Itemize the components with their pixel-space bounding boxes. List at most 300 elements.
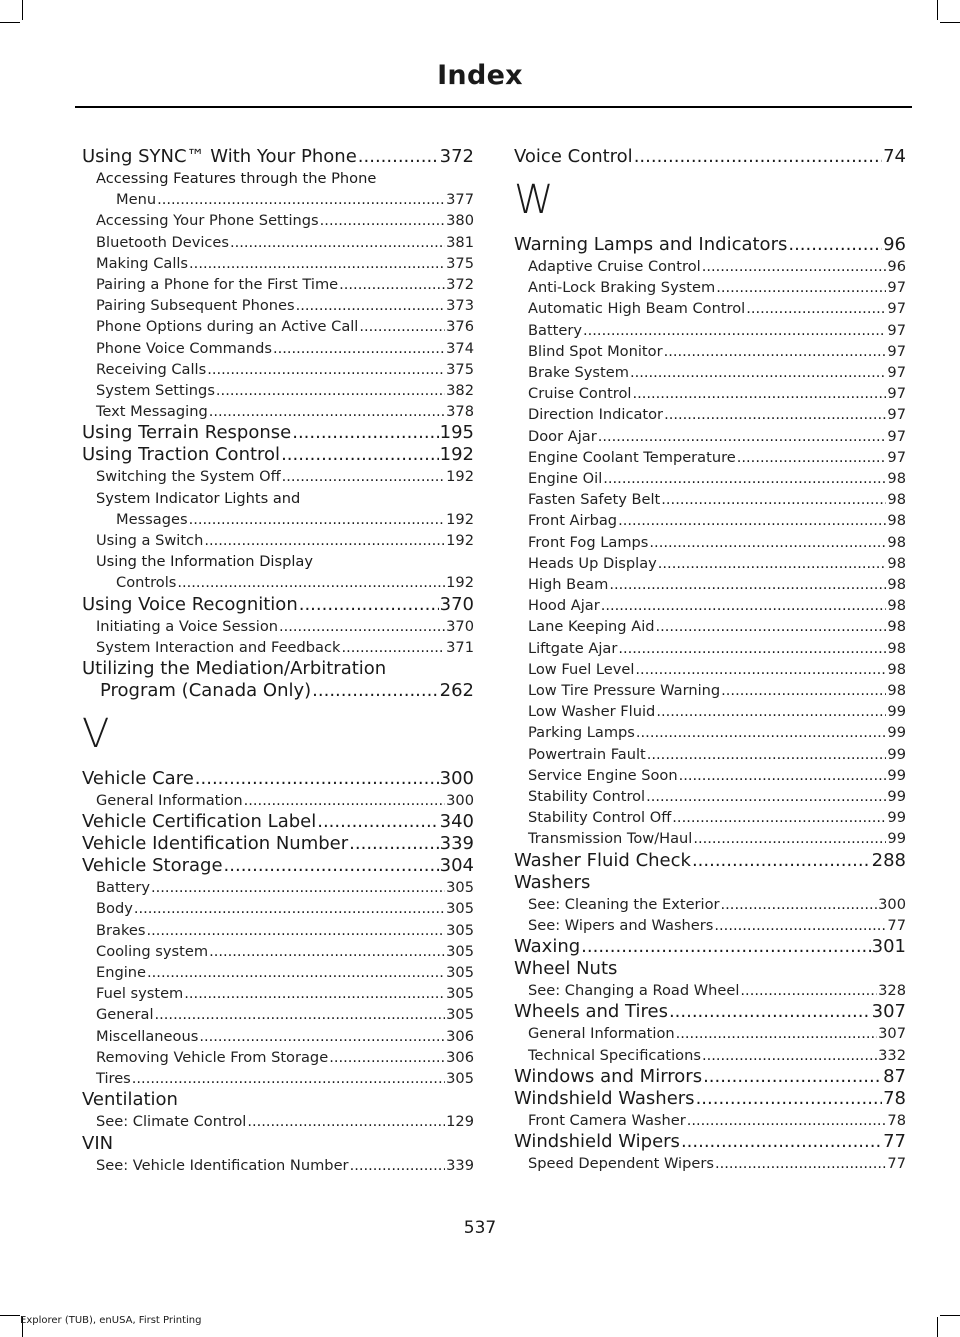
entry-page: 262	[439, 680, 474, 702]
entry-page: 371	[446, 638, 474, 656]
index-subentry	[514, 894, 906, 915]
section-letter: V	[82, 711, 110, 758]
index-subentry	[82, 1155, 474, 1176]
entry-page: 305	[446, 942, 474, 960]
index-subentry	[82, 790, 474, 811]
dot-leader	[721, 680, 886, 701]
dot-leader	[282, 466, 445, 487]
index-subentry	[82, 189, 474, 210]
dot-leader	[204, 530, 445, 551]
index-subentry	[514, 616, 906, 637]
entry-label: Brakes	[96, 921, 146, 939]
dot-leader	[299, 594, 439, 616]
entry-page: 300	[439, 768, 474, 790]
entry-page: 99	[887, 745, 906, 763]
entry-label: Stability Control Off	[528, 809, 672, 827]
entry-label: Switching the System Off	[96, 468, 281, 486]
entry-page: 339	[439, 833, 474, 855]
entry-label: Wheels and Tires	[514, 1001, 668, 1023]
entry-label: Using Traction Control	[82, 444, 281, 466]
index-entry	[82, 811, 474, 833]
dot-leader	[146, 920, 445, 941]
index-entry	[514, 936, 906, 958]
entry-page: 378	[446, 403, 474, 421]
entry-page: 192	[446, 574, 474, 592]
index-subentry	[82, 941, 474, 962]
entry-page: 78	[883, 1087, 906, 1109]
index-subentry	[82, 316, 474, 337]
dot-leader	[195, 768, 439, 790]
entry-label: Vehicle Certification Label	[82, 811, 317, 833]
entry-page: 300	[446, 792, 474, 810]
entry-page: 99	[887, 809, 906, 827]
entry-page: 74	[883, 146, 906, 167]
index-subentry	[514, 447, 906, 468]
dot-leader	[224, 855, 439, 877]
index-subentry	[82, 232, 474, 253]
index-subentry	[514, 510, 906, 531]
index-subentry-line1: Using the Information Display	[96, 553, 313, 571]
index-subentry	[82, 1047, 474, 1068]
dot-leader	[609, 574, 886, 595]
index-subentry-line1: Accessing Features through the Phone	[96, 170, 377, 187]
entry-label: System Settings	[96, 382, 215, 400]
entry-label: Using a Switch	[96, 532, 204, 550]
dot-leader	[681, 1131, 882, 1153]
entry-page: 98	[887, 597, 906, 615]
crop-mark	[22, 0, 23, 20]
index-subentry	[514, 1153, 906, 1174]
index-subentry	[514, 256, 906, 277]
index-entry	[514, 1066, 906, 1088]
index-entry	[82, 768, 474, 790]
index-subentry	[514, 744, 906, 765]
entry-page: 192	[439, 444, 474, 466]
entry-page: 381	[446, 233, 474, 251]
index-subentry	[514, 383, 906, 404]
entry-page: 377	[446, 191, 474, 209]
entry-page: 78	[887, 1111, 906, 1129]
entry-label: Using Terrain Response	[82, 422, 292, 444]
dot-leader	[721, 894, 878, 915]
index-subentry	[82, 359, 474, 380]
index-subentry	[82, 295, 474, 316]
dot-leader	[189, 253, 445, 274]
entry-page: 305	[446, 879, 474, 897]
index-entry	[82, 833, 474, 855]
dot-leader	[740, 980, 877, 1001]
entry-label: Hood Ajar	[528, 597, 600, 615]
entry-page: 97	[887, 342, 906, 360]
dot-leader	[716, 277, 886, 298]
entry-label: Technical Specifications	[528, 1046, 701, 1064]
entry-label: Blind Spot Monitor	[528, 342, 663, 360]
dot-leader	[618, 638, 886, 659]
crop-mark	[0, 22, 20, 23]
entry-label: Front Fog Lamps	[528, 533, 649, 551]
dot-leader	[273, 338, 445, 359]
entry-page: 305	[446, 985, 474, 1003]
entry-page: 98	[887, 682, 906, 700]
dot-leader	[664, 341, 887, 362]
entry-label: Powertrain Fault	[528, 745, 646, 763]
entry-label: Fuel system	[96, 985, 184, 1003]
index-subentry	[514, 468, 906, 489]
dot-leader	[184, 983, 445, 1004]
dot-leader	[583, 320, 886, 341]
dot-leader	[320, 210, 445, 231]
entry-page: 305	[446, 964, 474, 982]
index-subentry	[82, 637, 474, 658]
dot-leader	[296, 295, 446, 316]
dot-leader	[618, 510, 886, 531]
index-column-right	[514, 146, 906, 1174]
entry-label: Receiving Calls	[96, 360, 207, 378]
index-subentry	[82, 380, 474, 401]
dot-leader	[646, 786, 886, 807]
dot-leader	[636, 722, 887, 743]
entry-page: 376	[446, 318, 474, 336]
dot-leader	[676, 1023, 878, 1044]
index-subentry	[82, 920, 474, 941]
entry-label: Windshield Washers	[514, 1087, 695, 1109]
entry-label: Engine Coolant Temperature	[528, 448, 736, 466]
index-subentry	[82, 1004, 474, 1025]
dot-leader	[216, 380, 445, 401]
entry-label: Menu	[116, 191, 157, 209]
entry-label: Removing Vehicle From Storage	[96, 1048, 329, 1066]
entry-page: 305	[446, 900, 474, 918]
index-subentry	[82, 253, 474, 274]
entry-page: 380	[446, 212, 474, 230]
index-subentry	[514, 915, 906, 936]
entry-label: Pairing Subsequent Phones	[96, 297, 295, 315]
dot-leader	[209, 401, 445, 422]
dot-leader	[696, 1088, 883, 1110]
index-entry	[82, 855, 474, 877]
entry-page: 98	[887, 660, 906, 678]
index-subentry	[514, 680, 906, 701]
entry-label: Bluetooth Devices	[96, 233, 229, 251]
dot-leader	[281, 444, 439, 466]
dot-leader	[714, 915, 886, 936]
crop-mark	[937, 0, 938, 20]
dot-leader	[151, 877, 445, 898]
dot-leader	[788, 234, 882, 256]
entry-label: Front Camera Washer	[528, 1111, 686, 1129]
dot-leader	[247, 1111, 445, 1132]
entry-label: Windows and Mirrors	[514, 1065, 703, 1087]
dot-leader	[312, 680, 438, 702]
entry-page: 98	[887, 533, 906, 551]
index-column-left	[82, 146, 474, 1176]
entry-page: 98	[887, 491, 906, 509]
index-subentry	[514, 701, 906, 722]
index-subentry	[514, 298, 906, 319]
entry-label: Anti-Lock Braking System	[528, 279, 716, 297]
entry-label: Front Airbag	[528, 512, 618, 530]
entry-label: Heads Up Display	[528, 554, 657, 572]
entry-page: 305	[446, 921, 474, 939]
dot-leader	[632, 383, 886, 404]
index-heading: VIN	[82, 1132, 114, 1154]
entry-page: 98	[887, 512, 906, 530]
section-letter: W	[514, 177, 554, 223]
crop-mark	[940, 22, 960, 23]
entry-page: 370	[439, 593, 474, 615]
dot-leader	[669, 1001, 871, 1023]
index-subentry	[82, 572, 474, 593]
dot-leader	[358, 146, 439, 168]
index-subentry	[514, 595, 906, 616]
index-entry	[82, 594, 474, 616]
index-subentry	[82, 274, 474, 295]
entry-label: Brake System	[528, 364, 629, 382]
footer-edition: Explorer (TUB), enUSA, First Printing	[20, 1315, 202, 1326]
entry-page: 77	[883, 1130, 906, 1152]
entry-page: 192	[446, 510, 474, 528]
dot-leader	[230, 232, 445, 253]
entry-page: 328	[878, 982, 906, 1000]
index-subentry	[514, 277, 906, 298]
dot-leader	[601, 595, 887, 616]
entry-page: 97	[887, 427, 906, 445]
entry-label: Pairing a Phone for the First Time	[96, 276, 339, 294]
entry-page: 96	[887, 258, 906, 275]
index-subentry-line1: System Indicator Lights and	[96, 489, 301, 507]
index-subentry	[514, 1045, 906, 1066]
entry-label: See: Climate Control	[96, 1113, 247, 1131]
dot-leader	[702, 1045, 877, 1066]
dot-leader	[679, 765, 887, 786]
dot-leader	[341, 637, 445, 658]
index-subentry	[514, 320, 906, 341]
entry-page: 129	[446, 1113, 474, 1131]
index-subentry	[514, 828, 906, 849]
entry-label: See: Changing a Road Wheel	[528, 982, 740, 1000]
index-subentry	[514, 426, 906, 447]
entry-label: Fasten Safety Belt	[528, 491, 661, 509]
dot-leader	[199, 1026, 445, 1047]
index-heading: Washers	[514, 871, 591, 893]
dot-leader	[692, 850, 871, 872]
entry-page: 96	[883, 234, 906, 255]
entry-page: 340	[439, 811, 474, 833]
crop-mark	[940, 1315, 960, 1316]
dot-leader	[664, 404, 886, 425]
index-subentry	[514, 404, 906, 425]
dot-leader	[177, 572, 445, 593]
dot-leader	[279, 616, 445, 637]
dot-leader	[292, 422, 438, 444]
entry-label: Cruise Control	[528, 385, 632, 403]
entry-label: See: Cleaning the Exterior	[528, 895, 720, 913]
index-subentry	[514, 980, 906, 1001]
page-number: 537	[463, 1218, 497, 1238]
entry-page: 372	[446, 276, 474, 294]
entry-page: 339	[446, 1156, 474, 1174]
entry-page: 77	[887, 1154, 906, 1172]
crop-mark	[937, 1317, 938, 1337]
entry-page: 195	[439, 422, 474, 444]
entry-label: Transmission Tow/Haul	[528, 830, 693, 848]
header-rule	[75, 106, 912, 108]
entry-page: 288	[871, 849, 906, 871]
entry-page: 98	[887, 576, 906, 594]
entry-label: Tires	[96, 1070, 131, 1088]
entry-label: Voice Control	[514, 146, 633, 167]
index-entry	[514, 146, 906, 168]
index-subentry	[514, 574, 906, 595]
entry-page: 99	[887, 788, 906, 806]
dot-leader	[209, 941, 445, 962]
entry-label: General Information	[96, 792, 243, 810]
index-subentry	[514, 341, 906, 362]
index-subentry	[82, 338, 474, 359]
entry-page: 98	[887, 470, 906, 488]
entry-label: Warning Lamps and Indicators	[514, 234, 788, 255]
index-subentry	[82, 401, 474, 422]
entry-page: 301	[871, 936, 906, 958]
dot-leader	[349, 833, 438, 855]
entry-label: Service Engine Soon	[528, 766, 678, 784]
entry-page: 98	[887, 639, 906, 657]
dot-leader	[630, 362, 886, 383]
dot-leader	[715, 1153, 886, 1174]
entry-label: System Interaction and Feedback	[96, 638, 341, 656]
index-subentry	[514, 362, 906, 383]
entry-label: General	[96, 1006, 154, 1024]
entry-page: 332	[878, 1046, 906, 1064]
entry-page: 300	[878, 895, 906, 913]
entry-page: 97	[887, 448, 906, 466]
entry-label: Using Voice Recognition	[82, 593, 298, 615]
entry-label: Door Ajar	[528, 427, 597, 445]
entry-page: 99	[887, 766, 906, 784]
entry-page: 192	[446, 468, 474, 486]
index-subentry	[82, 1026, 474, 1047]
dot-leader	[656, 701, 886, 722]
dot-leader	[702, 256, 887, 277]
index-subentry	[82, 1068, 474, 1089]
index-subentry	[82, 877, 474, 898]
entry-page: 77	[887, 916, 906, 934]
entry-label: Accessing Your Phone Settings	[96, 212, 319, 230]
index-subentry	[82, 983, 474, 1004]
entry-label: Engine Oil	[528, 470, 603, 488]
entry-label: Phone Voice Commands	[96, 339, 272, 357]
entry-label: Windshield Wipers	[514, 1130, 680, 1152]
dot-leader	[649, 532, 886, 553]
entry-label: Battery	[96, 879, 151, 897]
index-entry-line1: Utilizing the Mediation/Arbitration	[82, 658, 387, 680]
dot-leader	[339, 274, 445, 295]
entry-page: 305	[446, 1006, 474, 1024]
index-subentry	[514, 638, 906, 659]
index-subentry	[82, 509, 474, 530]
dot-leader	[672, 807, 886, 828]
index-entry	[514, 1131, 906, 1153]
index-subentry	[514, 807, 906, 828]
dot-leader	[746, 298, 886, 319]
entry-label: Cooling system	[96, 942, 209, 960]
entry-label: Battery	[528, 321, 583, 339]
entry-page: 99	[887, 703, 906, 721]
index-entry	[82, 146, 474, 168]
dot-leader	[581, 936, 870, 958]
entry-label: See: Wipers and Washers	[528, 916, 714, 934]
entry-page: 307	[871, 1001, 906, 1023]
entry-label: Messages	[116, 510, 188, 528]
dot-leader	[350, 1155, 446, 1176]
dot-leader	[635, 659, 886, 680]
entry-label: See: Vehicle Identification Number	[96, 1156, 349, 1174]
index-entry	[514, 234, 906, 256]
dot-leader	[359, 316, 445, 337]
dot-leader	[598, 426, 887, 447]
dot-leader	[693, 828, 886, 849]
entry-page: 375	[446, 254, 474, 272]
dot-leader	[687, 1110, 887, 1131]
entry-label: Miscellaneous	[96, 1027, 199, 1045]
dot-leader	[737, 447, 887, 468]
index-subentry	[514, 553, 906, 574]
dot-leader	[329, 1047, 445, 1068]
dot-leader	[656, 616, 887, 637]
entry-label: Waxing	[514, 936, 581, 958]
crop-mark	[0, 1315, 20, 1316]
index-subentry	[514, 532, 906, 553]
entry-page: 99	[887, 830, 906, 848]
entry-label: Low Washer Fluid	[528, 703, 656, 721]
entry-page: 373	[446, 297, 474, 315]
entry-page: 307	[878, 1025, 906, 1043]
entry-label: Engine	[96, 964, 147, 982]
index-subentry	[82, 210, 474, 231]
entry-page: 192	[446, 532, 474, 550]
entry-page: 374	[446, 339, 474, 357]
index-heading: Wheel Nuts	[514, 958, 618, 980]
dot-leader	[658, 553, 887, 574]
entry-label: Stability Control	[528, 788, 646, 806]
index-subentry	[82, 616, 474, 637]
entry-label: Text Messaging	[96, 403, 208, 421]
entry-page: 306	[446, 1027, 474, 1045]
entry-label: Low Tire Pressure Warning	[528, 682, 721, 700]
entry-page: 97	[887, 279, 906, 297]
entry-page: 98	[887, 554, 906, 572]
entry-page: 370	[446, 617, 474, 635]
index-entry	[514, 1001, 906, 1023]
entry-label: General Information	[528, 1025, 675, 1043]
entry-page: 305	[446, 1070, 474, 1088]
index-entry	[82, 422, 474, 444]
dot-leader	[703, 1066, 882, 1088]
entry-label: Program (Canada Only)	[100, 680, 312, 702]
dot-leader	[147, 962, 445, 983]
dot-leader	[207, 359, 445, 380]
entry-label: Lane Keeping Aid	[528, 618, 655, 636]
entry-label: Using SYNC™ With Your Phone	[82, 146, 357, 167]
index-entry	[514, 1088, 906, 1110]
entry-page: 87	[883, 1065, 906, 1087]
dot-leader	[647, 744, 887, 765]
entry-label: Controls	[116, 574, 177, 592]
entry-page: 97	[887, 406, 906, 424]
dot-leader	[189, 509, 446, 530]
entry-page: 375	[446, 360, 474, 378]
index-subentry	[82, 962, 474, 983]
